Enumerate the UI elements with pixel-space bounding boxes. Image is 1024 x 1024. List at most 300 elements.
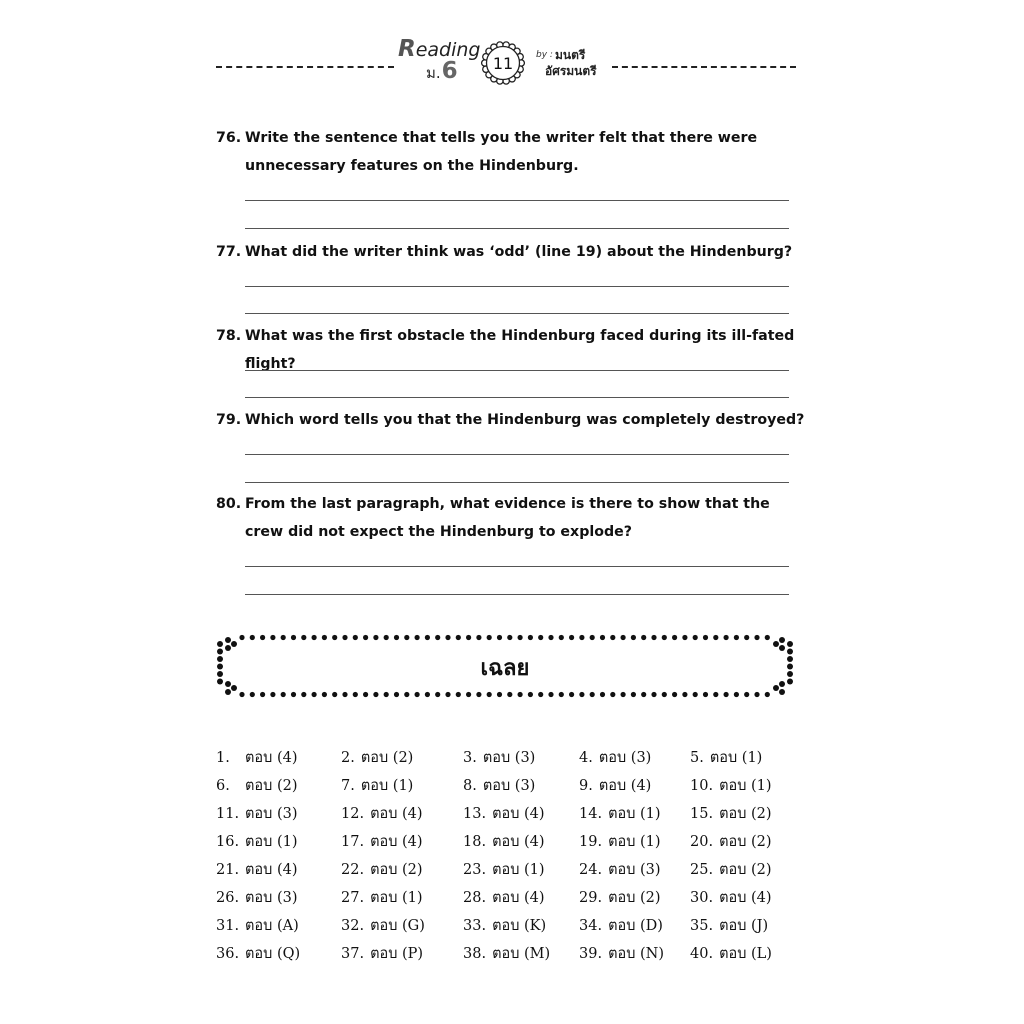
frame-dot bbox=[332, 692, 337, 697]
answer-number: 24. bbox=[579, 862, 603, 878]
frame-dot bbox=[301, 635, 306, 640]
answer-item bbox=[463, 746, 535, 769]
frame-dot bbox=[773, 641, 779, 647]
answer-item bbox=[216, 830, 298, 853]
frame-dot bbox=[621, 692, 626, 697]
question-text: From the last paragraph, what evidence is there to show that the crew did not expect the Hindenburg to explode? bbox=[245, 496, 770, 540]
answer-line[interactable] bbox=[245, 566, 789, 567]
frame-dot bbox=[497, 635, 502, 640]
frame-dot bbox=[231, 641, 237, 647]
answer-label: ตอบ bbox=[245, 750, 277, 766]
answer-label: ตอบ bbox=[608, 918, 641, 934]
frame-dot bbox=[559, 692, 564, 697]
frame-dot bbox=[270, 692, 275, 697]
answer-value: (1) bbox=[640, 834, 661, 850]
answer-number: 8. bbox=[463, 778, 477, 794]
answer-label: ตอบ bbox=[482, 778, 515, 794]
answer-value: (2) bbox=[402, 862, 423, 878]
answer-item bbox=[216, 886, 298, 909]
answer-item bbox=[341, 858, 423, 881]
answer-number: 31. bbox=[216, 918, 240, 934]
answer-value: (3) bbox=[514, 750, 536, 766]
answer-key-title: เฉลย bbox=[480, 656, 530, 681]
frame-dot bbox=[765, 635, 770, 640]
answer-item bbox=[463, 830, 545, 853]
frame-dot bbox=[281, 635, 286, 640]
frame-dot bbox=[466, 635, 471, 640]
answer-item bbox=[690, 942, 772, 965]
answer-value: (4) bbox=[276, 862, 298, 878]
frame-dot bbox=[548, 692, 553, 697]
frame-dot bbox=[713, 635, 718, 640]
answer-line[interactable] bbox=[245, 482, 789, 483]
frame-dot bbox=[734, 692, 739, 697]
answer-label: ตอบ bbox=[719, 946, 752, 962]
answer-number: 34. bbox=[579, 918, 603, 934]
frame-dot bbox=[260, 635, 265, 640]
answer-value: (D) bbox=[640, 918, 663, 934]
answer-key-banner bbox=[214, 634, 796, 698]
answer-number: 36. bbox=[216, 946, 240, 962]
frame-dot bbox=[250, 635, 255, 640]
answer-label: ตอบ bbox=[719, 778, 752, 794]
answer-item bbox=[690, 774, 772, 797]
answer-label: ตอบ bbox=[608, 806, 641, 822]
answer-value: (1) bbox=[751, 778, 772, 794]
answer-value: (G) bbox=[402, 918, 425, 934]
answer-line[interactable] bbox=[245, 397, 789, 398]
answer-value: (4) bbox=[402, 806, 423, 822]
answer-item bbox=[690, 802, 772, 825]
answer-value: (2) bbox=[276, 778, 298, 794]
answer-line[interactable] bbox=[245, 454, 789, 455]
frame-dot bbox=[363, 635, 368, 640]
frame-dot bbox=[291, 692, 296, 697]
answer-number: 26. bbox=[216, 890, 240, 906]
answer-label: ตอบ bbox=[719, 862, 752, 878]
answer-label: ตอบ bbox=[492, 862, 525, 878]
answer-number: 9. bbox=[579, 778, 593, 794]
answer-label: ตอบ bbox=[492, 918, 525, 934]
answer-value: (J) bbox=[751, 918, 769, 934]
answer-value: (A) bbox=[276, 918, 299, 934]
answer-label: ตอบ bbox=[608, 862, 641, 878]
frame-dot bbox=[773, 685, 779, 691]
answer-value: (1) bbox=[741, 750, 763, 766]
answer-value: (2) bbox=[640, 890, 661, 906]
answer-number: 16. bbox=[216, 834, 240, 850]
frame-dot bbox=[342, 635, 347, 640]
answer-value: (3) bbox=[276, 890, 298, 906]
frame-dot bbox=[724, 635, 729, 640]
answer-value: (2) bbox=[392, 750, 414, 766]
answer-label: ตอบ bbox=[719, 918, 752, 934]
book-brand bbox=[398, 36, 481, 84]
answer-value: (P) bbox=[402, 946, 424, 962]
answer-item bbox=[579, 914, 663, 937]
frame-dot bbox=[579, 635, 584, 640]
frame-dot bbox=[787, 641, 793, 647]
answer-line[interactable] bbox=[245, 286, 789, 287]
frame-dot bbox=[301, 692, 306, 697]
frame-dot bbox=[394, 635, 399, 640]
answer-label: ตอบ bbox=[598, 778, 631, 794]
frame-dot bbox=[744, 692, 749, 697]
answer-label: ตอบ bbox=[709, 750, 742, 766]
answer-item bbox=[463, 914, 546, 937]
answer-label: ตอบ bbox=[719, 834, 752, 850]
frame-dot bbox=[590, 692, 595, 697]
frame-dot bbox=[559, 635, 564, 640]
frame-dot bbox=[225, 689, 231, 695]
frame-dot bbox=[425, 635, 430, 640]
frame-dot bbox=[538, 692, 543, 697]
answer-item bbox=[579, 774, 651, 797]
frame-dot bbox=[415, 692, 420, 697]
frame-dot bbox=[779, 637, 785, 643]
answer-label: ตอบ bbox=[245, 862, 277, 878]
frame-dot bbox=[641, 692, 646, 697]
frame-dot bbox=[487, 692, 492, 697]
frame-dot bbox=[651, 692, 656, 697]
answer-item bbox=[579, 746, 651, 769]
answer-label: ตอบ bbox=[370, 890, 403, 906]
answer-line[interactable] bbox=[245, 228, 789, 229]
answer-label: ตอบ bbox=[598, 750, 631, 766]
frame-dot bbox=[281, 692, 286, 697]
answer-label: ตอบ bbox=[608, 834, 641, 850]
answer-label: ตอบ bbox=[492, 834, 525, 850]
frame-dot bbox=[487, 635, 492, 640]
answer-label: ตอบ bbox=[482, 750, 515, 766]
answer-item bbox=[341, 886, 423, 909]
answer-value: (3) bbox=[640, 862, 661, 878]
answer-label: ตอบ bbox=[492, 890, 525, 906]
frame-dot bbox=[404, 692, 409, 697]
frame-dot bbox=[579, 692, 584, 697]
brand-level: ม.6 bbox=[426, 58, 458, 84]
answer-number: 22. bbox=[341, 862, 365, 878]
frame-dot bbox=[425, 692, 430, 697]
answer-value: (4) bbox=[402, 834, 423, 850]
answer-label: ตอบ bbox=[370, 946, 403, 962]
answer-item bbox=[216, 858, 298, 881]
answer-label: ตอบ bbox=[370, 834, 403, 850]
frame-dot bbox=[217, 641, 223, 647]
answer-value: (4) bbox=[524, 806, 545, 822]
answer-line[interactable] bbox=[245, 200, 789, 201]
question-text: Write the sentence that tells you the writer felt that there were unnecessary features on the Hindenburg. bbox=[245, 130, 758, 174]
frame-dot bbox=[693, 635, 698, 640]
answer-number: 10. bbox=[690, 778, 714, 794]
answer-value: (2) bbox=[751, 806, 772, 822]
answer-label: ตอบ bbox=[245, 806, 277, 822]
frame-dot bbox=[322, 635, 327, 640]
answer-item bbox=[216, 914, 299, 937]
frame-dot bbox=[312, 635, 317, 640]
frame-dot bbox=[631, 635, 636, 640]
frame-dot bbox=[518, 635, 523, 640]
frame-dot bbox=[641, 635, 646, 640]
question-text: What was the first obstacle the Hindenburg faced during its ill-fated flight? bbox=[245, 328, 795, 372]
frame-dot bbox=[621, 635, 626, 640]
question-number: 77. bbox=[216, 244, 242, 260]
answer-label: ตอบ bbox=[370, 806, 403, 822]
answer-item bbox=[216, 802, 298, 825]
answer-value: (3) bbox=[630, 750, 652, 766]
frame-dot bbox=[744, 635, 749, 640]
frame-dot bbox=[445, 692, 450, 697]
answer-value: (2) bbox=[751, 834, 772, 850]
answer-item bbox=[690, 858, 772, 881]
frame-dot bbox=[672, 692, 677, 697]
answer-value: (Q) bbox=[276, 946, 301, 962]
author-name-line1: มนตรี bbox=[555, 48, 586, 62]
answer-label: ตอบ bbox=[360, 778, 393, 794]
answer-item bbox=[463, 802, 545, 825]
frame-dot bbox=[225, 637, 231, 643]
frame-dot bbox=[239, 635, 244, 640]
answer-value: (4) bbox=[276, 750, 298, 766]
answer-number: 40. bbox=[690, 946, 714, 962]
question-text: Which word tells you that the Hindenburg was completely destroyed? bbox=[245, 412, 805, 428]
frame-dot bbox=[250, 692, 255, 697]
frame-dot bbox=[528, 635, 533, 640]
answer-number: 37. bbox=[341, 946, 365, 962]
answer-number: 25. bbox=[690, 862, 714, 878]
frame-dot bbox=[569, 692, 574, 697]
page-number: 11 bbox=[492, 53, 514, 73]
question-number: 79. bbox=[216, 412, 242, 428]
answer-label: ตอบ bbox=[492, 946, 525, 962]
frame-dot bbox=[682, 692, 687, 697]
frame-dot bbox=[342, 692, 347, 697]
frame-dot bbox=[713, 692, 718, 697]
frame-dot bbox=[507, 635, 512, 640]
answer-value: (2) bbox=[751, 862, 772, 878]
frame-dot bbox=[466, 692, 471, 697]
frame-dot bbox=[651, 635, 656, 640]
answer-value: (4) bbox=[524, 890, 545, 906]
question-number: 76. bbox=[216, 130, 242, 146]
header-divider-right bbox=[612, 66, 796, 68]
frame-dot bbox=[363, 692, 368, 697]
answer-item bbox=[341, 914, 425, 937]
answer-value: (4) bbox=[524, 834, 545, 850]
frame-dot bbox=[373, 692, 378, 697]
answer-number: 4. bbox=[579, 750, 593, 766]
answer-item bbox=[216, 942, 300, 965]
answer-item bbox=[690, 886, 772, 909]
answer-value: (M) bbox=[524, 946, 551, 962]
frame-dot bbox=[435, 635, 440, 640]
answer-value: (1) bbox=[640, 806, 661, 822]
frame-dot bbox=[270, 635, 275, 640]
frame-dot bbox=[394, 692, 399, 697]
frame-dot bbox=[435, 692, 440, 697]
frame-dot bbox=[353, 635, 358, 640]
frame-dot bbox=[600, 635, 605, 640]
answer-label: ตอบ bbox=[360, 750, 393, 766]
frame-dot bbox=[322, 692, 327, 697]
question-text: What did the writer think was ‘odd’ (line 19) about the Hindenburg? bbox=[245, 244, 793, 260]
answer-number: 6. bbox=[216, 778, 230, 794]
answer-item bbox=[341, 830, 423, 853]
frame-dot bbox=[507, 692, 512, 697]
answer-item bbox=[463, 774, 535, 797]
answer-number: 1. bbox=[216, 750, 230, 766]
answer-value: (3) bbox=[276, 806, 298, 822]
frame-dot bbox=[312, 692, 317, 697]
answer-item bbox=[579, 886, 661, 909]
answer-label: ตอบ bbox=[719, 806, 752, 822]
question-number: 78. bbox=[216, 328, 242, 344]
answer-item bbox=[463, 942, 550, 965]
frame-dot bbox=[600, 692, 605, 697]
frame-dot bbox=[476, 692, 481, 697]
answer-number: 21. bbox=[216, 862, 240, 878]
answer-value: (1) bbox=[524, 862, 545, 878]
answer-number: 2. bbox=[341, 750, 355, 766]
answer-item bbox=[690, 830, 772, 853]
answer-value: (K) bbox=[524, 918, 547, 934]
answer-line[interactable] bbox=[245, 594, 789, 595]
frame-dot bbox=[548, 635, 553, 640]
answer-number: 29. bbox=[579, 890, 603, 906]
answer-label: ตอบ bbox=[370, 862, 403, 878]
frame-dot bbox=[476, 635, 481, 640]
answer-line[interactable] bbox=[245, 370, 789, 371]
frame-dot bbox=[445, 635, 450, 640]
answer-value: (1) bbox=[392, 778, 414, 794]
answer-label: ตอบ bbox=[608, 890, 641, 906]
answer-number: 17. bbox=[341, 834, 365, 850]
answer-number: 11. bbox=[216, 806, 240, 822]
frame-dot bbox=[610, 635, 615, 640]
frame-dot bbox=[569, 635, 574, 640]
frame-dot bbox=[724, 692, 729, 697]
frame-dot bbox=[662, 692, 667, 697]
answer-item bbox=[463, 858, 545, 881]
frame-dot bbox=[384, 635, 389, 640]
frame-dot bbox=[231, 685, 237, 691]
answer-number: 23. bbox=[463, 862, 487, 878]
frame-dot bbox=[754, 635, 759, 640]
frame-dot bbox=[672, 635, 677, 640]
frame-dot bbox=[703, 692, 708, 697]
answer-item bbox=[579, 802, 661, 825]
answer-item bbox=[579, 858, 661, 881]
answer-number: 27. bbox=[341, 890, 365, 906]
answer-number: 13. bbox=[463, 806, 487, 822]
answer-label: ตอบ bbox=[245, 834, 277, 850]
frame-dot bbox=[779, 689, 785, 695]
frame-dot bbox=[703, 635, 708, 640]
frame-dot bbox=[497, 692, 502, 697]
answer-number: 3. bbox=[463, 750, 477, 766]
frame-dot bbox=[538, 635, 543, 640]
answer-item bbox=[341, 774, 413, 797]
answer-value: (L) bbox=[751, 946, 772, 962]
frame-dot bbox=[734, 635, 739, 640]
frame-dot bbox=[353, 692, 358, 697]
frame-dot bbox=[332, 635, 337, 640]
answer-number: 14. bbox=[579, 806, 603, 822]
answer-item bbox=[341, 746, 413, 769]
answer-number: 30. bbox=[690, 890, 714, 906]
author-name-line2: อัศรมนตรี bbox=[545, 64, 597, 78]
answer-label: ตอบ bbox=[719, 890, 752, 906]
answer-number: 38. bbox=[463, 946, 487, 962]
page-number-badge bbox=[481, 41, 525, 85]
answer-item bbox=[463, 886, 545, 909]
answer-label: ตอบ bbox=[492, 806, 525, 822]
answer-label: ตอบ bbox=[245, 946, 277, 962]
frame-dot bbox=[610, 692, 615, 697]
answer-label: ตอบ bbox=[608, 946, 641, 962]
answer-value: (4) bbox=[630, 778, 652, 794]
answer-item bbox=[216, 746, 298, 769]
answer-number: 32. bbox=[341, 918, 365, 934]
answer-item bbox=[216, 774, 298, 797]
frame-dot bbox=[765, 692, 770, 697]
frame-dot bbox=[456, 692, 461, 697]
answer-number: 39. bbox=[579, 946, 603, 962]
frame-dot bbox=[662, 635, 667, 640]
answer-value: (1) bbox=[402, 890, 423, 906]
answer-number: 15. bbox=[690, 806, 714, 822]
frame-dot bbox=[590, 635, 595, 640]
byline-prefix: by : bbox=[536, 50, 553, 60]
frame-dot bbox=[384, 692, 389, 697]
answer-label: ตอบ bbox=[245, 778, 277, 794]
answer-value: (1) bbox=[276, 834, 298, 850]
question-number: 80. bbox=[216, 496, 242, 512]
answer-item bbox=[690, 914, 768, 937]
frame-dot bbox=[518, 692, 523, 697]
answer-item bbox=[579, 830, 661, 853]
answer-number: 5. bbox=[690, 750, 704, 766]
frame-dot bbox=[456, 635, 461, 640]
frame-dot bbox=[404, 635, 409, 640]
frame-dot bbox=[682, 635, 687, 640]
answer-number: 33. bbox=[463, 918, 487, 934]
answer-item bbox=[341, 942, 423, 965]
frame-dot bbox=[754, 692, 759, 697]
answer-number: 28. bbox=[463, 890, 487, 906]
answer-value: (N) bbox=[640, 946, 665, 962]
frame-dot bbox=[291, 635, 296, 640]
answer-number: 35. bbox=[690, 918, 714, 934]
answer-item bbox=[579, 942, 664, 965]
frame-dot bbox=[260, 692, 265, 697]
frame-dot bbox=[239, 692, 244, 697]
frame-dot bbox=[631, 692, 636, 697]
answer-label: ตอบ bbox=[245, 918, 277, 934]
brand-reading: Reading bbox=[398, 36, 481, 62]
answer-number: 12. bbox=[341, 806, 365, 822]
answer-number: 18. bbox=[463, 834, 487, 850]
frame-dot bbox=[373, 635, 378, 640]
answer-value: (3) bbox=[514, 778, 536, 794]
answer-line[interactable] bbox=[245, 313, 789, 314]
frame-dot bbox=[528, 692, 533, 697]
header-divider-left bbox=[216, 66, 394, 68]
frame-dot bbox=[693, 692, 698, 697]
answer-label: ตอบ bbox=[370, 918, 403, 934]
answer-value: (4) bbox=[751, 890, 772, 906]
answer-number: 19. bbox=[579, 834, 603, 850]
